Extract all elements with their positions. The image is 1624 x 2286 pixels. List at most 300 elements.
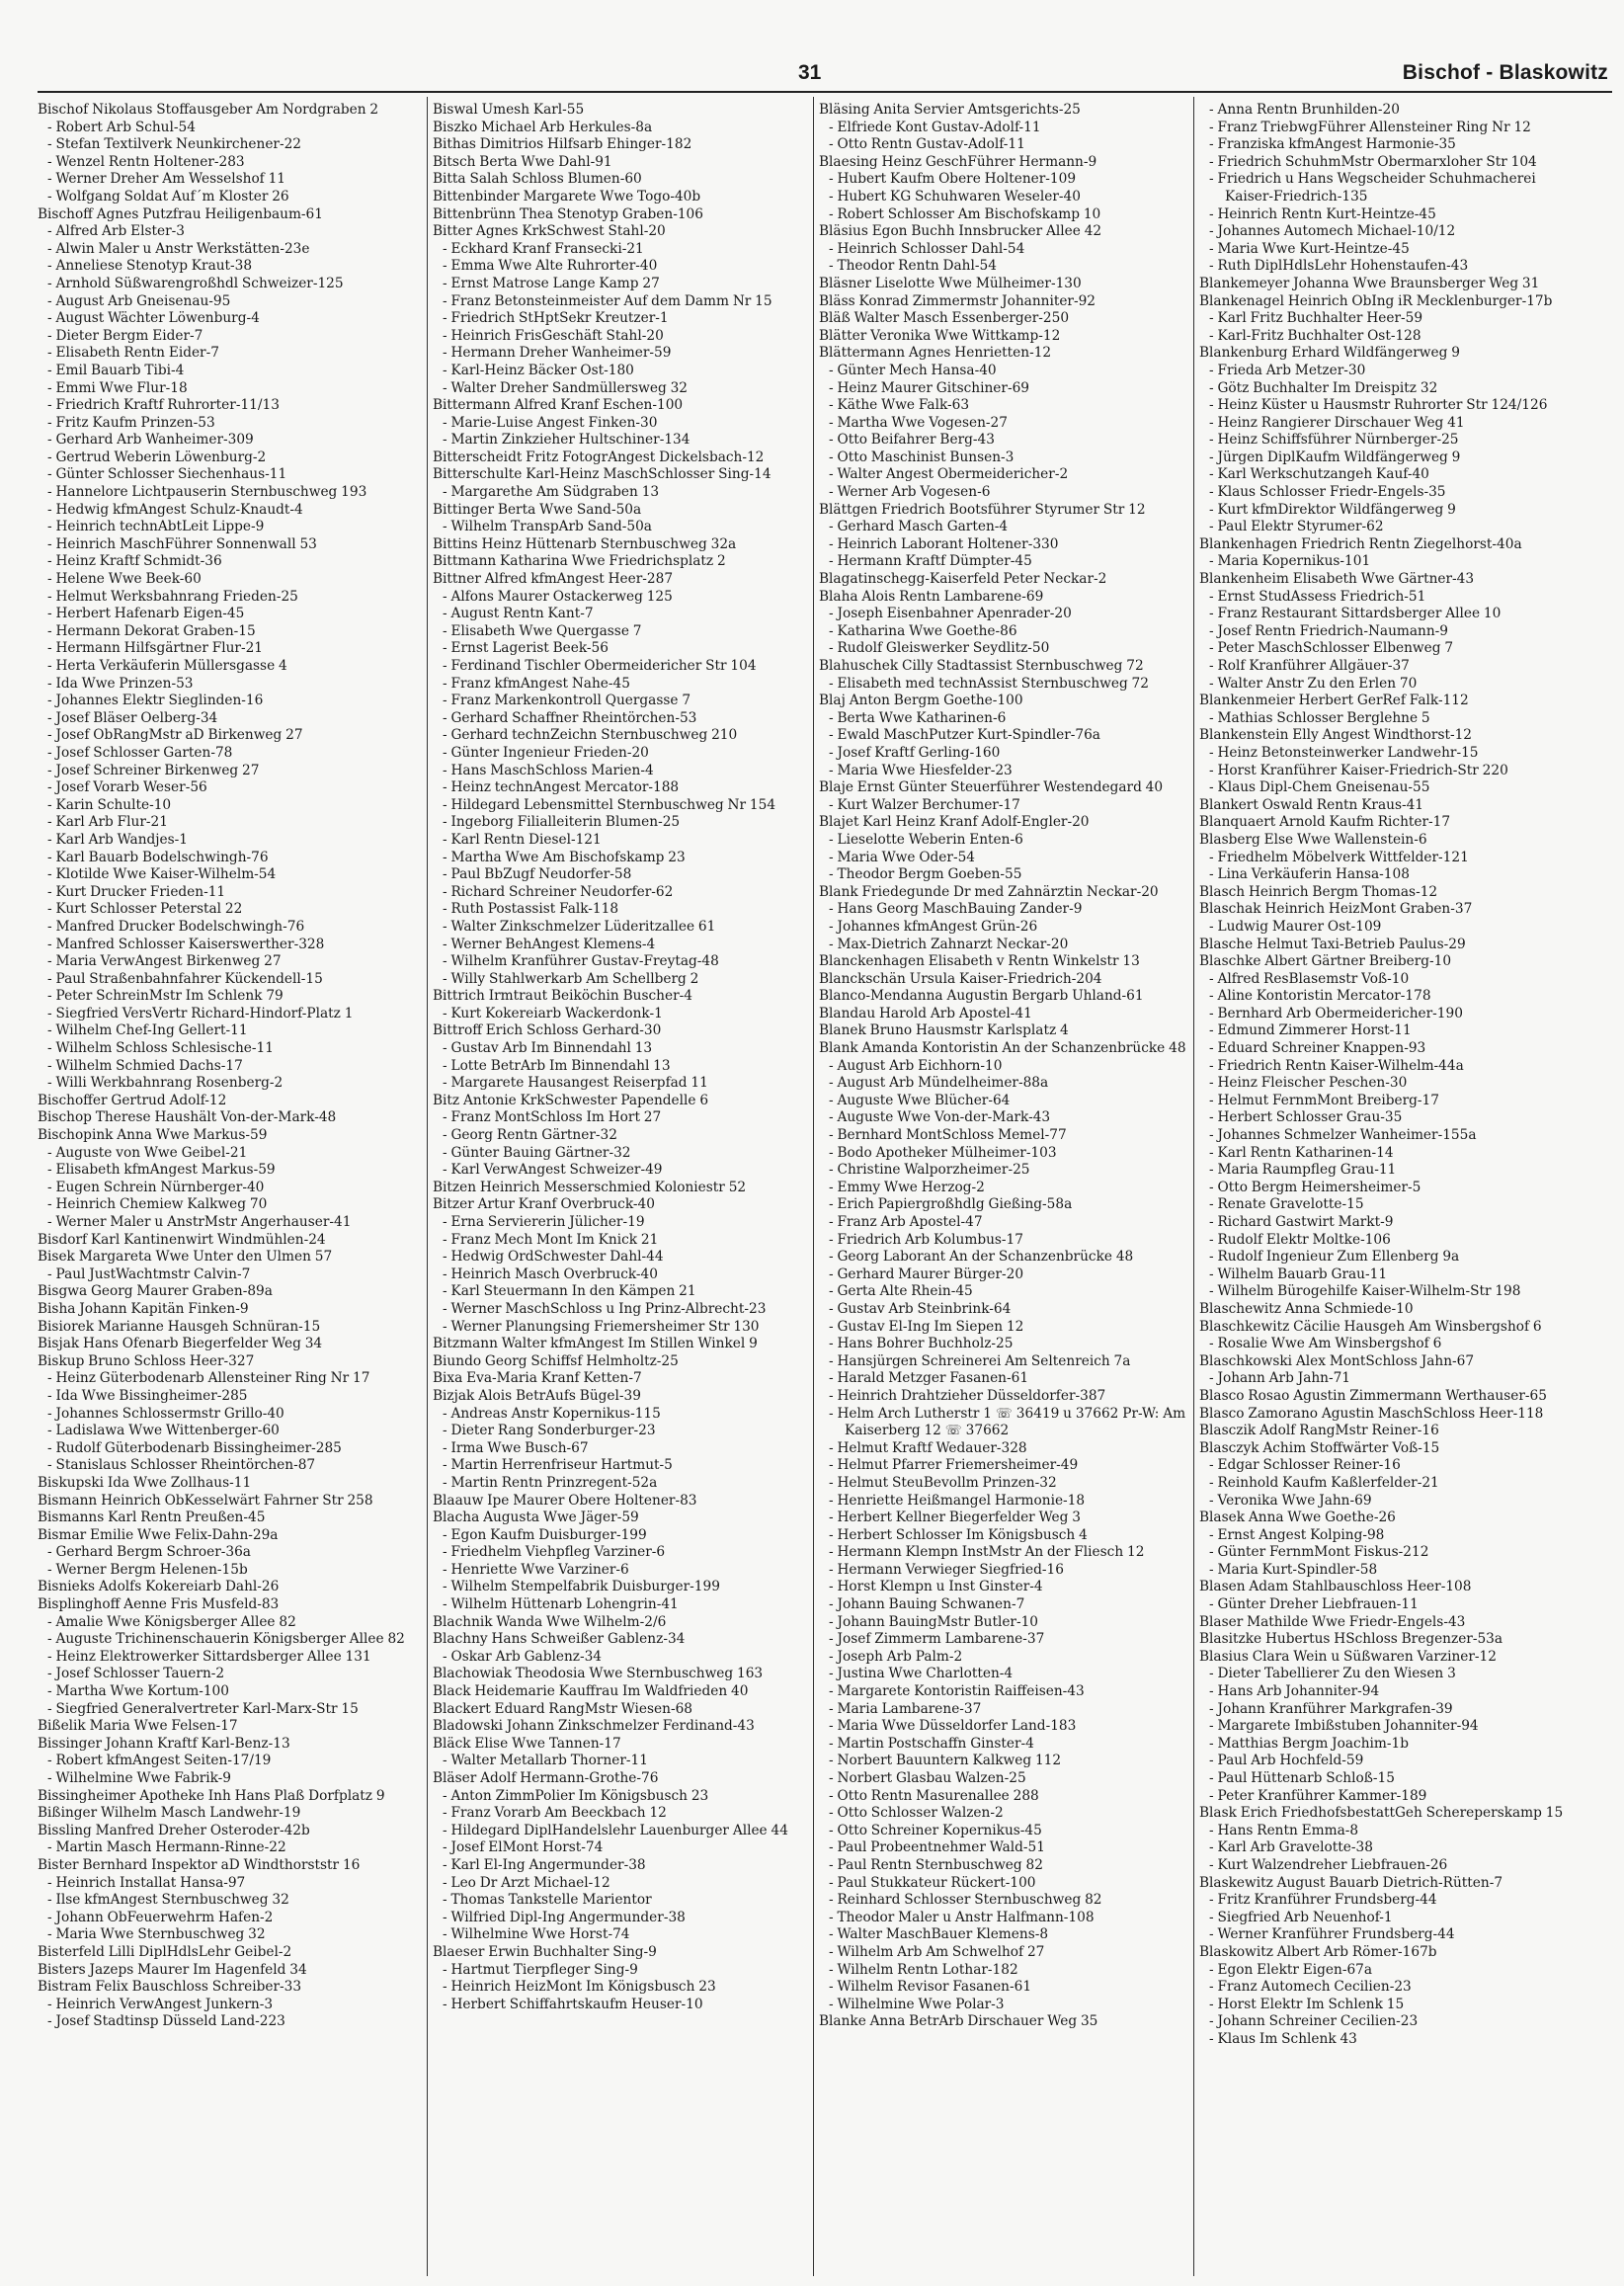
directory-entry: - Herbert Schiffahrtskaufm Heuser-10	[443, 1996, 703, 2012]
directory-entry: - Gerhard Bergm Schroer-36a	[47, 1544, 251, 1561]
directory-entry: - Maria Wwe Oder-54	[829, 849, 975, 865]
directory-entry: - Karl Arb Wandjes-1	[47, 831, 188, 848]
directory-entry: - Herbert Schlosser Grau-35	[1209, 1109, 1403, 1126]
directory-entry: - Horst Kranführer Kaiser-Friedrich-Str 220	[1209, 762, 1508, 778]
directory-entry: - Karl El-Ing Angermunder-38	[443, 1856, 646, 1873]
directory-entry: - Margarete Hausangest Reiserpfad 11	[443, 1075, 708, 1092]
directory-entry: - Walter Zinkschmelzer Lüderitzallee 61	[443, 918, 716, 935]
directory-entry: Blankenheim Elisabeth Wwe Gärtner-43	[1199, 571, 1475, 588]
directory-entry: Bischoffer Gertrud Adolf-12	[38, 1092, 227, 1108]
directory-entry: - Hansjürgen Schreinerei Am Seltenreich 7a	[829, 1352, 1131, 1369]
directory-entry: - Johann Schreiner Cecilien-23	[1209, 2013, 1419, 2030]
directory-entry: - Hubert KG Schuhwaren Weseler-40	[829, 188, 1081, 204]
directory-entry: - Joseph Eisenbahner Apenrader-20	[829, 606, 1072, 622]
directory-entry: - Friedrich SchuhmMstr Obermarxloher Str 104	[1209, 153, 1537, 170]
directory-entry: Bixa Eva-Maria Kranf Ketten-7	[433, 1370, 642, 1387]
directory-entry: - Heinz technAngest Mercator-188	[443, 779, 680, 796]
directory-entry: - Siegfried Arb Neuenhof-1	[1209, 1909, 1393, 1925]
directory-entry: Bläser Adolf Hermann-Grothe-76	[433, 1770, 659, 1786]
directory-entry: Blasch Heinrich Bergm Thomas-12	[1199, 883, 1438, 900]
directory-entry: - Hans Bohrer Buchholz-25	[829, 1336, 1014, 1352]
directory-entry: - Horst Klempn u Inst Ginster-4	[829, 1579, 1043, 1595]
directory-entry: - Johann Arb Jahn-71	[1209, 1370, 1351, 1387]
directory-entry: - Gerhard Masch Garten-4	[829, 519, 1009, 535]
directory-entry: - Franz Mech Mont Im Knick 21	[443, 1231, 659, 1248]
directory-entry: - Martha Wwe Vogesen-27	[829, 414, 1008, 431]
directory-entry: - Franz Vorarb Am Beeckbach 12	[443, 1805, 667, 1822]
directory-entry: - Justina Wwe Charlotten-4	[829, 1666, 1014, 1682]
directory-entry: Blandau Harold Arb Apostel-41	[819, 1005, 1032, 1021]
directory-entry: - Paul Arb Hochfeld-59	[1209, 1753, 1364, 1769]
directory-entry: Blaschewitz Anna Schmiede-10	[1199, 1300, 1414, 1317]
directory-entry: - Ludwig Maurer Ost-109	[1209, 918, 1382, 935]
directory-entry: - Amalie Wwe Königsberger Allee 82	[47, 1613, 296, 1630]
directory-entry: - Ruth Postassist Falk-118	[443, 901, 619, 918]
directory-entry: - Johann Kranführer Markgrafen-39	[1209, 1700, 1453, 1717]
directory-entry: - Wilhelmine Wwe Polar-3	[829, 1996, 1005, 2012]
directory-entry: Bitterschulte Karl-Heinz MaschSchlosser Sing-14	[433, 466, 771, 483]
directory-entry: - Herta Verkäuferin Müllersgasse 4	[47, 658, 287, 674]
directory-entry: - Paul BbZugf Neudorfer-58	[443, 866, 632, 883]
directory-entry: - Heinz Betonsteinwerker Landwehr-15	[1209, 744, 1479, 761]
directory-entry: - Marie-Luise Angest Finken-30	[443, 414, 658, 431]
directory-entry: - Klaus Im Schlenk 43	[1209, 2030, 1357, 2047]
directory-entry: - Gerhard Schaffner Rheintörchen-53	[443, 709, 697, 726]
directory-entry: - Otto Schlosser Walzen-2	[829, 1805, 1004, 1822]
directory-entry: - Lieselotte Weberin Enten-6	[829, 831, 1023, 848]
directory-entry: - Franz kfmAngest Nahe-45	[443, 675, 630, 692]
directory-entry: - Karl-Heinz Bäcker Ost-180	[443, 362, 634, 378]
directory-entry: - Franz Arb Apostel-47	[829, 1214, 983, 1230]
directory-entry: - Werner Maler u AnstrMstr Angerhauser-41	[47, 1214, 352, 1230]
directory-entry: - Käthe Wwe Falk-63	[829, 397, 970, 414]
directory-entry: - Robert Schlosser Am Bischofskamp 10	[829, 205, 1101, 222]
directory-entry: Bißinger Wilhelm Masch Landwehr-19	[38, 1805, 301, 1822]
directory-entry: Bläsner Liselotte Wwe Mülheimer-130	[819, 275, 1082, 291]
directory-entry: Bissingheimer Apotheke Inh Hans Plaß Dorfplatz 9	[38, 1787, 385, 1804]
directory-entry: - Karl Fritz Buchhalter Heer-59	[1209, 310, 1423, 327]
directory-entry: Blasek Anna Wwe Goethe-26	[1199, 1510, 1396, 1526]
directory-entry: - Günter Ingenieur Frieden-20	[443, 744, 649, 761]
directory-entry: - Horst Elektr Im Schlenk 15	[1209, 1996, 1405, 2012]
directory-entry: - Otto Rentn Masurenallee 288	[829, 1787, 1039, 1804]
directory-entry: - Margarete Kontoristin Raiffeisen-43	[829, 1683, 1085, 1700]
directory-entry: - Martin Postschaffn Ginster-4	[829, 1735, 1034, 1752]
directory-entry: - Reinhard Schlosser Sternbuschweg 82	[829, 1892, 1102, 1909]
directory-entry: - Siegfried Generalvertreter Karl-Marx-Str 15	[47, 1700, 359, 1717]
directory-entry: - Walter MaschBauer Klemens-8	[829, 1926, 1049, 1943]
directory-entry: - Walter Metallarb Thorner-11	[443, 1753, 648, 1769]
directory-entry: - Hubert Kaufm Obere Holtener-109	[829, 171, 1077, 188]
directory-entry: - Richard Gastwirt Markt-9	[1209, 1214, 1394, 1230]
directory-entry: Blättermann Agnes Henrietten-12	[819, 345, 1052, 362]
directory-entry: - Maria VerwAngest Birkenweg 27	[47, 953, 282, 970]
directory-entry: - Heinrich Schlosser Dahl-54	[829, 240, 1025, 257]
directory-entry: - Helmut FernmMont Breiberg-17	[1209, 1092, 1439, 1108]
directory-entry: - Erna Serviererin Jülicher-19	[443, 1214, 645, 1230]
directory-entry: - Anneliese Stenotyp Kraut-38	[47, 258, 253, 275]
directory-entry: Blasitzke Hubertus HSchloss Bregenzer-53a	[1199, 1631, 1503, 1648]
directory-entry: Blankenhagen Friedrich Rentn Ziegelhorst-40a	[1199, 535, 1522, 552]
directory-entry: - Otto Maschinist Bunsen-3	[829, 449, 1015, 465]
directory-entry: - Werner MaschSchloss u Ing Prinz-Albrecht-23	[443, 1300, 767, 1317]
directory-entry: Bläss Konrad Zimmermstr Johanniter-92	[819, 292, 1096, 309]
directory-entry: - Paul Hüttenarb Schloß-15	[1209, 1770, 1395, 1786]
directory-entry: - Dieter Rang Sonderburger-23	[443, 1423, 656, 1439]
directory-entry: - Wilhelm Bauarb Grau-11	[1209, 1265, 1388, 1282]
page-number: 31	[798, 61, 822, 84]
directory-entry: - Ida Wwe Prinzen-53	[47, 675, 194, 692]
directory-entry: - Elisabeth Rentn Eider-7	[47, 345, 219, 362]
directory-entry: - Klaus Schlosser Friedr-Engels-35	[1209, 484, 1446, 501]
directory-entry: - Erich Papiergroßhdlg Gießing-58a	[829, 1196, 1073, 1213]
directory-entry: Blaesing Heinz GeschFührer Hermann-9	[819, 153, 1097, 170]
directory-entry: Blasen Adam Stahlbauschloss Heer-108	[1199, 1579, 1472, 1595]
directory-entry: - Martin Masch Hermann-Rinne-22	[47, 1839, 286, 1856]
directory-entry: - Rudolf Gleiswerker Seydlitz-50	[829, 640, 1050, 657]
directory-entry: - Heinrich FrisGeschäft Stahl-20	[443, 327, 664, 344]
directory-entry: Blachny Hans Schweißer Gablenz-34	[433, 1631, 686, 1648]
directory-entry: Blaj Anton Bergm Goethe-100	[819, 693, 1023, 709]
directory-entry: - Hans Rentn Emma-8	[1209, 1822, 1359, 1838]
directory-entry: - Leo Dr Arzt Michael-12	[443, 1874, 610, 1891]
directory-entry: Blank Amanda Kontoristin An der Schanzenbrücke 48	[819, 1040, 1186, 1057]
directory-entry: - Theodor Rentn Dahl-54	[829, 258, 997, 275]
directory-entry: - Maria Kopernikus-101	[1209, 553, 1371, 570]
directory-entry: - Josef Rentn Friedrich-Naumann-9	[1209, 622, 1448, 639]
directory-entry: - Günter Schlosser Siechenhaus-11	[47, 466, 287, 483]
directory-entry: Blaje Ernst Günter Steuerführer Westendegard 40	[819, 779, 1164, 796]
directory-entry: - Gerhard Arb Wanheimer-309	[47, 432, 254, 449]
directory-entry: Blanke Anna BetrArb Dirschauer Weg 35	[819, 2013, 1098, 2030]
directory-entry: Biundo Georg Schiffsf Helmholtz-25	[433, 1352, 679, 1369]
directory-entry: - Margarethe Am Südgraben 13	[443, 484, 660, 501]
directory-entry: - Maria Raumpfleg Grau-11	[1209, 1162, 1397, 1179]
directory-entry: - Fritz Kaufm Prinzen-53	[47, 414, 215, 431]
directory-entry: Blaser Mathilde Wwe Friedr-Engels-43	[1199, 1613, 1466, 1630]
directory-entry: - Heinz Güterbodenarb Allensteiner Ring Nr 17	[47, 1370, 370, 1387]
directory-entry: - Kurt Schlosser Peterstal 22	[47, 901, 243, 918]
directory-entry: - Georg Rentn Gärtner-32	[443, 1127, 617, 1144]
directory-entry: - Herbert Kellner Biegerfelder Weg 3	[829, 1510, 1081, 1526]
directory-entry: Bistram Felix Bauschloss Schreiber-33	[38, 1979, 302, 1996]
directory-entry: Bitzmann Walter kfmAngest Im Stillen Winkel 9	[433, 1336, 758, 1352]
directory-entry: - Helene Wwe Beek-60	[47, 571, 202, 588]
directory-entry: - Henriette Heißmangel Harmonie-18	[829, 1492, 1086, 1509]
column-divider	[427, 97, 428, 2276]
directory-entry: - Werner Planungsing Friemersheimer Str 130	[443, 1318, 760, 1335]
directory-entry: - Wilhelm Revisor Fasanen-61	[829, 1979, 1032, 1996]
directory-entry: Blaskewitz August Bauarb Dietrich-Rütten-7	[1199, 1874, 1503, 1891]
directory-entry: - Heinrich Rentn Kurt-Heintze-45	[1209, 205, 1436, 222]
directory-entry: - Heinrich Chemiew Kalkweg 70	[47, 1196, 268, 1213]
directory-entry: - Heinz Fleischer Peschen-30	[1209, 1075, 1408, 1092]
directory-entry: - Peter Kranführer Kammer-189	[1209, 1787, 1427, 1804]
directory-entry: - Paul Straßenbahnfahrer Kückendell-15	[47, 970, 323, 987]
directory-entry: - Eduard Schreiner Knappen-93	[1209, 1040, 1426, 1057]
directory-entry: - Georg Laborant An der Schanzenbrücke 48	[829, 1249, 1134, 1265]
directory-entry: - Friedrich u Hans Wegscheider Schuhmacherei Kaiser-Friedrich-135	[1209, 171, 1536, 204]
directory-entry: Bläsius Egon Buchh Innsbrucker Allee 42	[819, 223, 1102, 240]
directory-entry: - Robert Arb Schul-54	[47, 119, 196, 135]
directory-entry: - Klotilde Wwe Kaiser-Wilhelm-54	[47, 866, 277, 883]
directory-entry: Blasczik Adolf RangMstr Reiner-16	[1199, 1423, 1439, 1439]
directory-entry: - Lotte BetrArb Im Binnendahl 13	[443, 1057, 671, 1074]
directory-entry: Bisterfeld Lilli DiplHdlsLehr Geibel-2	[38, 1943, 292, 1960]
directory-entry: Blachowiak Theodosia Wwe Sternbuschweg 163	[433, 1666, 764, 1682]
directory-entry: - Edmund Zimmerer Horst-11	[1209, 1022, 1412, 1039]
directory-entry: - Karin Schulte-10	[47, 796, 172, 813]
directory-entry: Bitzen Heinrich Messerschmied Koloniestr 52	[433, 1179, 747, 1195]
directory-entry: Blankert Oswald Rentn Kraus-41	[1199, 796, 1424, 813]
directory-entry: - Irma Wwe Busch-67	[443, 1439, 589, 1456]
directory-entry: Bitz Antonie KrkSchwester Papendelle 6	[433, 1092, 709, 1108]
directory-entry: - Berta Wwe Katharinen-6	[829, 709, 1007, 726]
directory-entry: Bisnieks Adolfs Kokereiarb Dahl-26	[38, 1579, 280, 1595]
directory-entry: - Maria Wwe Kurt-Heintze-45	[1209, 240, 1410, 257]
directory-entry: - Auguste Trichinenschauerin Königsberger Allee 82	[47, 1631, 405, 1648]
directory-entry: Bischof Nikolaus Stoffausgeber Am Nordgraben 2	[38, 102, 379, 118]
directory-entry: - Paul Probeentnehmer Wald-51	[829, 1839, 1045, 1856]
directory-entry: Bisplinghoff Aenne Fris Musfeld-83	[38, 1596, 280, 1613]
directory-entry: - Friedrich Kraftf Ruhrorter-11/13	[47, 397, 280, 414]
directory-entry: Blaschke Albert Gärtner Breiberg-10	[1199, 953, 1452, 970]
directory-entry: Black Heidemarie Kauffrau Im Waldfrieden 40	[433, 1683, 749, 1700]
directory-entry: - August Wächter Löwenburg-4	[47, 310, 260, 327]
directory-entry: - Gertrud Weberin Löwenburg-2	[47, 449, 267, 465]
directory-entry: - Karl Bauarb Bodelschwingh-76	[47, 849, 269, 865]
directory-entry: - Franz Betonsteinmeister Auf dem Damm Nr 15	[443, 292, 772, 309]
directory-entry: - Helm Arch Lutherstr 1 ☏ 36419 u 37662 Pr-W: Am Kaiserberg 12 ☏ 37662	[829, 1405, 1186, 1439]
directory-entry: Blackert Eduard RangMstr Wiesen-68	[433, 1700, 693, 1717]
directory-entry: - Helmut Kraftf Wedauer-328	[829, 1439, 1027, 1456]
directory-entry: - Emmi Wwe Flur-18	[47, 379, 188, 396]
directory-entry: - Otto Schreiner Kopernikus-45	[829, 1822, 1042, 1838]
directory-entry: - Heinrich HeizMont Im Königsbusch 23	[443, 1979, 716, 1996]
directory-entry: Bittenbinder Margarete Wwe Togo-40b	[433, 188, 701, 204]
directory-entry: - Mathias Schlosser Berglehne 5	[1209, 709, 1430, 726]
directory-entry: - Emma Wwe Alte Ruhrorter-40	[443, 258, 658, 275]
directory-entry: - Wilhelmine Wwe Horst-74	[443, 1926, 630, 1943]
directory-entry: - Alfred ResBlasemstr Voß-10	[1209, 970, 1410, 987]
directory-entry: Blask Erich FriedhofsbestattGeh Schereperskamp 15	[1199, 1805, 1564, 1822]
directory-entry: - Hermann Dreher Wanheimer-59	[443, 345, 672, 362]
directory-entry: - Hedwig OrdSchwester Dahl-44	[443, 1249, 664, 1265]
directory-entry: - Ilse kfmAngest Sternbuschweg 32	[47, 1892, 289, 1909]
directory-entry: - Götz Buchhalter Im Dreispitz 32	[1209, 379, 1438, 396]
directory-entry: - Alfred Arb Elster-3	[47, 223, 185, 240]
directory-entry: - Franziska kfmAngest Harmonie-35	[1209, 136, 1456, 153]
directory-entry: - Elisabeth Wwe Quergasse 7	[443, 622, 642, 639]
directory-entry: Blank Friedegunde Dr med Zahnärztin Neckar-20	[819, 883, 1159, 900]
directory-entry: - Josef Schlosser Tauern-2	[47, 1666, 225, 1682]
directory-entry: - Maria Wwe Düsseldorfer Land-183	[829, 1718, 1077, 1735]
directory-entry: - Gerhard technZeichn Sternbuschweg 210	[443, 727, 738, 744]
directory-entry: Blankenmeier Herbert GerRef Falk-112	[1199, 693, 1469, 709]
directory-entry: - Hans MaschSchloss Marien-4	[443, 762, 654, 778]
directory-entry: - Kurt Drucker Frieden-11	[47, 883, 226, 900]
directory-entry: - Wilhelm Hüttenarb Lohengrin-41	[443, 1596, 679, 1613]
directory-entry: - Wilhelm Kranführer Gustav-Freytag-48	[443, 953, 719, 970]
directory-entry: - Hans Georg MaschBauing Zander-9	[829, 901, 1083, 918]
directory-entry: - Margarete Imbißstuben Johanniter-94	[1209, 1718, 1479, 1735]
directory-entry: - Christine Walporzheimer-25	[829, 1162, 1030, 1179]
directory-entry: - Martin Herrenfriseur Hartmut-5	[443, 1457, 673, 1474]
directory-entry: Blagatinschegg-Kaiserfeld Peter Neckar-2	[819, 571, 1107, 588]
directory-entry: - Johannes Elektr Sieglinden-16	[47, 693, 264, 709]
directory-entry: - Theodor Maler u Anstr Halfmann-108	[829, 1909, 1095, 1925]
directory-entry: - Wolfgang Soldat Auf´m Kloster 26	[47, 188, 289, 204]
directory-entry: Bittmann Katharina Wwe Friedrichsplatz 2	[433, 553, 726, 570]
directory-entry: - Martha Wwe Kortum-100	[47, 1683, 229, 1700]
directory-entry: - Ruth DiplHdlsLehr Hohenstaufen-43	[1209, 258, 1469, 275]
directory-column-3	[819, 102, 1206, 2275]
directory-entry: - Ewald MaschPutzer Kurt-Spindler-76a	[829, 727, 1100, 744]
directory-entry: - Wenzel Rentn Holtener-283	[47, 153, 245, 170]
directory-entry: - Hans Arb Johanniter-94	[1209, 1683, 1380, 1700]
directory-entry: - Josef ObRangMstr aD Birkenweg 27	[47, 727, 303, 744]
directory-entry: Blasco Zamorano Agustin MaschSchloss Heer-118	[1199, 1405, 1544, 1422]
directory-entry: - Karl VerwAngest Schweizer-49	[443, 1162, 663, 1179]
directory-entry: - Hildegard DiplHandelslehr Lauenburger Allee 44	[443, 1822, 788, 1838]
directory-entry: - Friedhelm Möbelverk Wittfelder-121	[1209, 849, 1469, 865]
directory-entry: - Ernst Lagerist Beek-56	[443, 640, 609, 657]
directory-entry: Bittner Alfred kfmAngest Heer-287	[433, 571, 674, 588]
directory-entry: - Wilhelm Rentn Lothar-182	[829, 1961, 1018, 1978]
directory-entry: - Herbert Schlosser Im Königsbusch 4	[829, 1526, 1088, 1543]
directory-entry: - Karl Arb Gravelotte-38	[1209, 1839, 1373, 1856]
directory-entry: - Johannes Schmelzer Wanheimer-155a	[1209, 1127, 1477, 1144]
directory-entry: Bitzer Artur Kranf Overbruck-40	[433, 1196, 655, 1213]
directory-entry: - Johann ObFeuerwehrm Hafen-2	[47, 1909, 274, 1925]
directory-entry: Blaschkowski Alex MontSchloss Jahn-67	[1199, 1352, 1475, 1369]
directory-entry: - Heinz Rangierer Dirschauer Weg 41	[1209, 414, 1465, 431]
directory-entry: - Hermann Kraftf Dümpter-45	[829, 553, 1032, 570]
directory-entry: - Auguste von Wwe Geibel-21	[47, 1144, 248, 1161]
directory-entry: - Franz Automech Cecilien-23	[1209, 1979, 1412, 1996]
directory-entry: - Heinrich MaschFührer Sonnenwall 53	[47, 535, 317, 552]
directory-entry: Blasberg Else Wwe Wallenstein-6	[1199, 831, 1427, 848]
directory-entry: - August Arb Eichhorn-10	[829, 1057, 1003, 1074]
directory-entry: - Siegfried VersVertr Richard-Hindorf-Platz 1	[47, 1005, 354, 1021]
directory-entry: - Kurt Walzendreher Liebfrauen-26	[1209, 1856, 1448, 1873]
directory-entry: - August Arb Gneisenau-95	[47, 292, 231, 309]
directory-entry: - Kurt kfmDirektor Wildfängerweg 9	[1209, 501, 1456, 518]
directory-entry: - Johannes kfmAngest Grün-26	[829, 918, 1038, 935]
directory-entry: - Willi Werkbahnrang Rosenberg-2	[47, 1075, 284, 1092]
directory-entry: - Renate Gravelotte-15	[1209, 1196, 1364, 1213]
directory-entry: - Elisabeth kfmAngest Markus-59	[47, 1162, 276, 1179]
directory-entry: - Martin Zinkzieher Hultschiner-134	[443, 432, 690, 449]
directory-entry: Bisek Margareta Wwe Unter den Ulmen 57	[38, 1249, 333, 1265]
directory-entry: Bitter Agnes KrkSchwest Stahl-20	[433, 223, 666, 240]
directory-entry: - Dieter Tabellierer Zu den Wiesen 3	[1209, 1666, 1456, 1682]
directory-entry: Bisters Jazeps Maurer Im Hagenfeld 34	[38, 1961, 307, 1978]
directory-entry: - Ernst Angest Kolping-98	[1209, 1526, 1385, 1543]
directory-entry: - Franz TriebwgFührer Allensteiner Ring Nr 12	[1209, 119, 1531, 135]
directory-entry: Bladowski Johann Zinkschmelzer Ferdinand-43	[433, 1718, 755, 1735]
directory-entry: - Heinz Elektrowerker Sittardsberger Allee 131	[47, 1648, 371, 1665]
directory-entry: Bismanns Karl Rentn Preußen-45	[38, 1510, 266, 1526]
directory-entry: - Joseph Arb Palm-2	[829, 1648, 963, 1665]
directory-entry: Bittins Heinz Hüttenarb Sternbuschweg 32a	[433, 535, 737, 552]
directory-entry: Blasius Clara Wein u Süßwaren Varziner-12	[1199, 1648, 1497, 1665]
directory-entry: - Paul Elektr Styrumer-62	[1209, 519, 1384, 535]
directory-entry: - Aline Kontoristin Mercator-178	[1209, 988, 1431, 1005]
directory-entry: - Helmut Werksbahnrang Frieden-25	[47, 588, 298, 605]
directory-entry: - Heinrich VerwAngest Junkern-3	[47, 1996, 274, 2012]
directory-entry: Blaeser Erwin Buchhalter Sing-9	[433, 1943, 657, 1960]
directory-entry: - Peter SchreinMstr Im Schlenk 79	[47, 988, 284, 1005]
directory-entry: - Günter Bauing Gärtner-32	[443, 1144, 631, 1161]
directory-entry: - Maria Lambarene-37	[829, 1700, 982, 1717]
directory-entry: - Wilhelm Bürogehilfe Kaiser-Wilhelm-Str 198	[1209, 1283, 1521, 1300]
directory-entry: - Werner Arb Vogesen-6	[829, 484, 991, 501]
directory-entry: - Heinrich Installat Hansa-97	[47, 1874, 246, 1891]
directory-entry: Bisiorek Marianne Hausgeh Schnüran-15	[38, 1318, 321, 1335]
directory-entry: - Dieter Bergm Eider-7	[47, 327, 203, 344]
directory-entry: - Max-Dietrich Zahnarzt Neckar-20	[829, 936, 1069, 952]
directory-entry: Bisha Johann Kapitän Finken-9	[38, 1300, 249, 1317]
directory-entry: - Werner Dreher Am Wesselshof 11	[47, 171, 286, 188]
directory-entry: Biszko Michael Arb Herkules-8a	[433, 119, 653, 135]
directory-entry: - Hermann Verwieger Siegfried-16	[829, 1561, 1064, 1578]
directory-entry: - Heinrich Masch Overbruck-40	[443, 1265, 658, 1282]
directory-entry: - Gerhard Maurer Bürger-20	[829, 1265, 1024, 1282]
directory-entry: - Stefan Textilverk Neunkirchener-22	[47, 136, 302, 153]
directory-entry: - Theodor Bergm Goeben-55	[829, 866, 1022, 883]
directory-entry: - Johannes Automech Michael-10/12	[1209, 223, 1456, 240]
directory-entry: Bisgwa Georg Maurer Graben-89a	[38, 1283, 273, 1300]
directory-entry: - Norbert Glasbau Walzen-25	[829, 1770, 1026, 1786]
directory-entry: Blaskowitz Albert Arb Römer-167b	[1199, 1943, 1437, 1960]
directory-entry: - Friedrich Rentn Kaiser-Wilhelm-44a	[1209, 1057, 1464, 1074]
directory-entry: - Gustav Arb Steinbrink-64	[829, 1300, 1012, 1317]
directory-entry: - Willy Stahlwerkarb Am Schellberg 2	[443, 970, 699, 987]
directory-entry: - Anton ZimmPolier Im Königsbusch 23	[443, 1787, 709, 1804]
directory-entry: - August Rentn Kant-7	[443, 606, 594, 622]
directory-entry: - Alwin Maler u Anstr Werkstätten-23e	[47, 240, 310, 257]
directory-entry: - Lina Verkäuferin Hansa-108	[1209, 866, 1410, 883]
directory-entry: - Walter Dreher Sandmüllersweg 32	[443, 379, 688, 396]
directory-entry: - Friedrich StHptSekr Kreutzer-1	[443, 310, 669, 327]
directory-entry: - Martin Rentn Prinzregent-52a	[443, 1474, 658, 1491]
directory-entry: - Ida Wwe Bissingheimer-285	[47, 1387, 248, 1404]
directory-entry: Bittenbrünn Thea Stenotyp Graben-106	[433, 205, 703, 222]
directory-entry: Blankenstein Elly Angest Windthorst-12	[1199, 727, 1473, 744]
directory-entry: - Manfred Drucker Bodelschwingh-76	[47, 918, 305, 935]
directory-entry: - Eugen Schrein Nürnberger-40	[47, 1179, 265, 1195]
directory-entry: - Paul Rentn Sternbuschweg 82	[829, 1856, 1043, 1873]
directory-entry: Bittroff Erich Schloss Gerhard-30	[433, 1022, 662, 1039]
directory-entry: - Ernst Matrose Lange Kamp 27	[443, 275, 660, 291]
directory-entry: - Friedhelm Viehpfleg Varziner-6	[443, 1544, 666, 1561]
directory-entry: - Eckhard Kranf Fransecki-21	[443, 240, 644, 257]
directory-entry: Bismar Emilie Wwe Felix-Dahn-29a	[38, 1526, 279, 1543]
directory-entry: - Ingeborg Filialleiterin Blumen-25	[443, 814, 681, 831]
directory-entry: - Hermann Dekorat Graben-15	[47, 622, 256, 639]
directory-entry: - Josef Zimmerm Lambarene-37	[829, 1631, 1045, 1648]
directory-entry: - Wilhelm Schloss Schlesische-11	[47, 1040, 274, 1057]
directory-entry: - Wilhelm Stempelfabrik Duisburger-199	[443, 1579, 720, 1595]
directory-entry: - Otto Rentn Gustav-Adolf-11	[829, 136, 1025, 153]
directory-entry: - Hermann Klempn InstMstr An der Fliesch 12	[829, 1544, 1145, 1561]
directory-entry: Blaha Alois Rentn Lambarene-69	[819, 588, 1044, 605]
directory-entry: - Karl Rentn Katharinen-14	[1209, 1144, 1394, 1161]
directory-entry: - Heinrich Drahtzieher Düsseldorfer-387	[829, 1387, 1106, 1404]
directory-entry: - Josef Schlosser Garten-78	[47, 744, 233, 761]
directory-entry: Blätter Veronika Wwe Wittkamp-12	[819, 327, 1061, 344]
